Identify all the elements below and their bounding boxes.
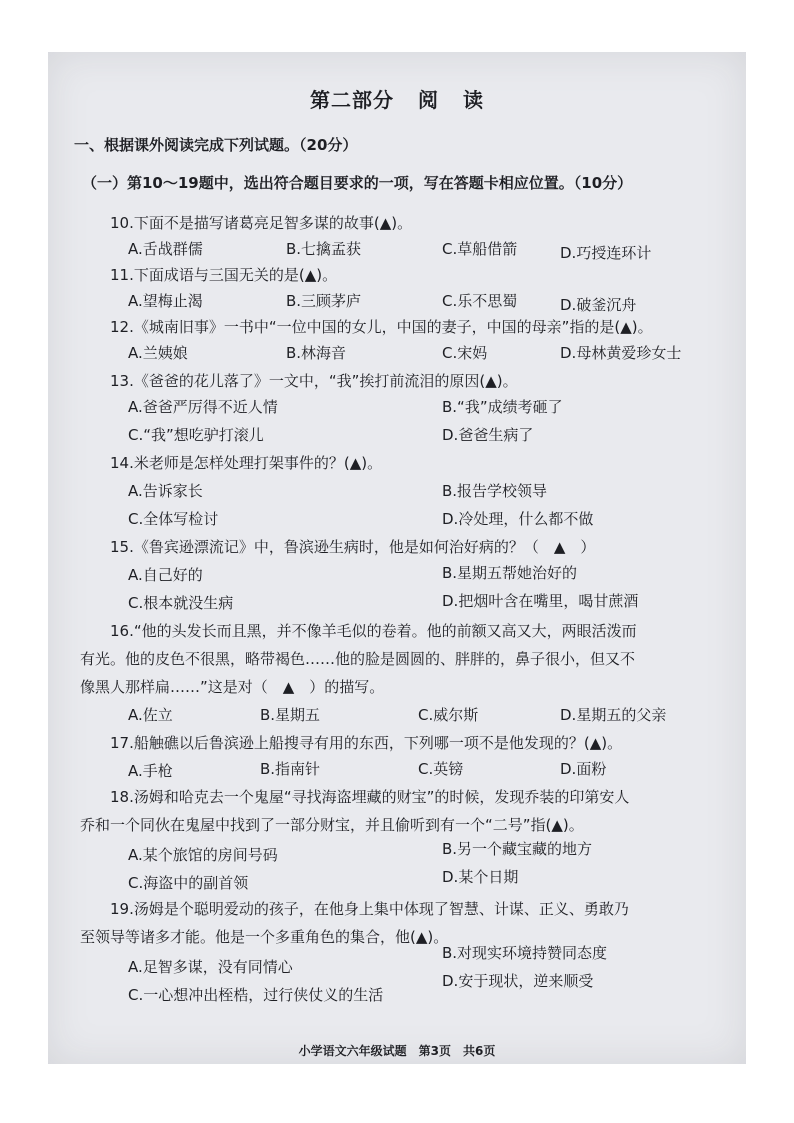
q10-option-b: B.七擒孟获 [286, 240, 362, 258]
q15-option-c: C.根本就没生病 [128, 594, 234, 612]
q10-option-d: D.巧授连环计 [560, 244, 652, 262]
q14-option-a: A.告诉家长 [128, 482, 203, 500]
q15-option-b: B.星期五帮她治好的 [442, 564, 578, 582]
question-18-line-1: 18.汤姆和哈克去一个鬼屋“寻找海盗埋藏的财宝”的时候，发现乔装的印第安人 [110, 788, 630, 806]
page-title [48, 84, 746, 113]
title-part: 第二部分 [310, 88, 395, 112]
q11-option-a: A.望梅止渴 [128, 292, 203, 310]
q12-option-d: D.母林黄爱珍女士 [560, 344, 682, 362]
q15-option-a: A.自己好的 [128, 566, 203, 584]
q10-option-a: A.舌战群儒 [128, 240, 203, 258]
exam-page [48, 52, 746, 1064]
q19-option-a: A.足智多谋，没有同情心 [128, 958, 293, 976]
question-11: 11.下面成语与三国无关的是(▲)。 [110, 266, 338, 284]
q16-option-c: C.威尔斯 [418, 706, 479, 724]
q19-option-b: B.对现实环境持赞同态度 [442, 944, 608, 962]
q18-option-d: D.某个日期 [442, 868, 519, 886]
section-heading: 一、根据课外阅读完成下列试题。（20分） [74, 136, 358, 154]
q19-option-c: C.一心想冲出桎梏，过行侠仗义的生活 [128, 986, 384, 1004]
question-16-line-1: 16.“他的头发长而且黑，并不像羊毛似的卷着。他的前额又高又大，两眼活泼而 [110, 622, 637, 640]
title-char-1: 阅 [418, 88, 439, 112]
question-13: 13.《爸爸的花儿落了》一文中，“我”挨打前流泪的原因(▲)。 [110, 372, 518, 390]
q18-option-a: A.某个旅馆的房间号码 [128, 846, 278, 864]
q17-option-d: D.面粉 [560, 760, 607, 778]
q13-option-c: C.“我”想吃驴打滚儿 [128, 426, 264, 444]
q11-option-b: B.三顾茅庐 [286, 292, 362, 310]
q13-option-d: D.爸爸生病了 [442, 426, 534, 444]
question-17: 17.船触礁以后鲁滨逊上船搜寻有用的东西，下列哪一项不是他发现的？(▲)。 [110, 734, 623, 752]
q11-option-c: C.乐不思蜀 [442, 292, 518, 310]
title-char-2: 读 [462, 88, 484, 112]
q15-option-d: D.把烟叶含在嘴里，喝甘蔗酒 [442, 592, 639, 610]
question-16-line-2: 有光。他的皮色不很黑，略带褐色……他的脸是圆圆的、胖胖的，鼻子很小，但又不 [80, 650, 636, 668]
q18-option-c: C.海盗中的副首领 [128, 874, 249, 892]
question-10: 10.下面不是描写诸葛亮足智多谋的故事(▲)。 [110, 214, 413, 232]
q12-option-a: A.兰姨娘 [128, 344, 188, 362]
question-19-line-2: 至领导等诸多才能。他是一个多重角色的集合，他(▲)。 [80, 928, 449, 946]
q13-option-a: A.爸爸严厉得不近人情 [128, 398, 278, 416]
q12-option-c: C.宋妈 [442, 344, 488, 362]
q12-option-b: B.林海音 [286, 344, 347, 362]
q16-option-b: B.星期五 [260, 706, 321, 724]
question-18-line-2: 乔和一个同伙在鬼屋中找到了一部分财宝，并且偷听到有一个“二号”指(▲)。 [80, 816, 584, 834]
q17-option-c: C.英镑 [418, 760, 464, 778]
q17-option-b: B.指南针 [260, 760, 321, 778]
q10-option-c: C.草船借箭 [442, 240, 518, 258]
q13-option-b: B.“我”成绩考砸了 [442, 398, 563, 416]
question-19-line-1: 19.汤姆是个聪明爱动的孩子，在他身上集中体现了智慧、计谋、正义、勇敢乃 [110, 900, 629, 918]
question-14: 14.米老师是怎样处理打架事件的？(▲)。 [110, 454, 383, 472]
q11-option-d: D.破釜沉舟 [560, 296, 637, 314]
q14-option-b: B.报告学校领导 [442, 482, 548, 500]
subsection-heading: （一）第10～19题中，选出符合题目要求的一项，写在答题卡相应位置。（10分） [82, 174, 633, 192]
question-12: 12.《城南旧事》一书中“一位中国的女儿，中国的妻子，中国的母亲”指的是(▲)。 [110, 318, 653, 336]
question-16-line-3: 像黑人那样扁……”这是对（ ▲ ）的描写。 [80, 678, 385, 696]
q16-option-a: A.佐立 [128, 706, 173, 724]
q14-option-c: C.全体写检讨 [128, 510, 219, 528]
page-footer: 小学语文六年级试题 第3页 共6页 [298, 1044, 496, 1058]
q19-option-d: D.安于现状，逆来顺受 [442, 972, 594, 990]
q14-option-d: D.冷处理，什么都不做 [442, 510, 594, 528]
q18-option-b: B.另一个藏宝藏的地方 [442, 840, 593, 858]
question-15: 15.《鲁宾逊漂流记》中，鲁滨逊生病时，他是如何治好病的？（ ▲ ） [110, 538, 596, 556]
q16-option-d: D.星期五的父亲 [560, 706, 667, 724]
q17-option-a: A.手枪 [128, 762, 173, 780]
